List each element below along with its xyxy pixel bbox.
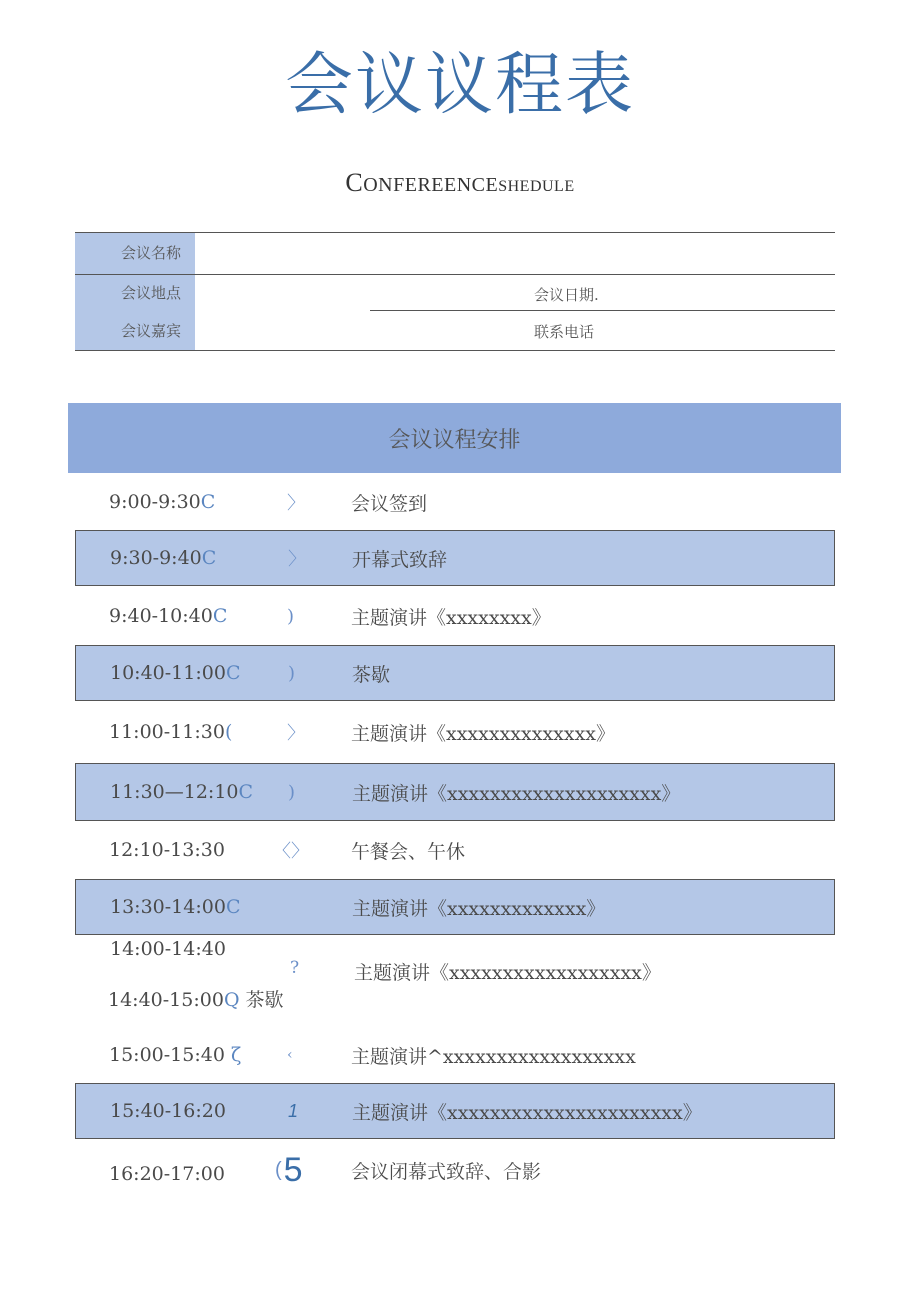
agenda-time: 12:10-13:30 bbox=[109, 839, 225, 861]
contact-phone-label: 联系电话 bbox=[534, 323, 595, 341]
agenda-activity: 茶歇 bbox=[352, 663, 391, 686]
agenda-marker: 〉 bbox=[288, 549, 306, 570]
agenda-row bbox=[75, 645, 835, 701]
meeting-guest-label: 会议嘉宾 bbox=[120, 322, 181, 340]
agenda-marker: ) bbox=[288, 781, 296, 803]
agenda-row bbox=[75, 1083, 835, 1139]
agenda-row bbox=[75, 704, 835, 760]
agenda-activity: 主题演讲《xxxxxxxxxxxxxx》 bbox=[351, 722, 616, 745]
agenda-row bbox=[75, 763, 835, 821]
agenda-time: 15:40-16:20 bbox=[110, 1100, 226, 1122]
agenda-row bbox=[75, 588, 835, 644]
agenda-time: 14:00-14:40 bbox=[110, 938, 226, 960]
agenda-row bbox=[75, 474, 835, 530]
meeting-name-label: 会议名称 bbox=[75, 233, 195, 274]
agenda-marker: 〉 bbox=[287, 493, 305, 514]
agenda-marker: ) bbox=[287, 605, 295, 627]
agenda-activity: 主题演讲《xxxxxxxxxxxxxxxxxxxx》 bbox=[352, 782, 681, 805]
divider bbox=[370, 310, 835, 311]
agenda-section-header: 会议议程安排 bbox=[68, 403, 841, 473]
agenda-activity: 会议闭幕式致辞、合影 bbox=[351, 1160, 542, 1183]
agenda-row bbox=[75, 822, 835, 878]
agenda-activity: 午餐会、午休 bbox=[351, 840, 466, 863]
agenda-time: 13:30-14:00 C bbox=[110, 896, 241, 918]
agenda-time: 15:00-15:40 ζ bbox=[109, 1044, 242, 1066]
agenda-marker: ( 5 bbox=[275, 1150, 303, 1189]
agenda-activity: 会议签到 bbox=[351, 492, 428, 515]
agenda-activity: 主题演讲《xxxxxxxxxxxxxxxxxx》 bbox=[354, 962, 661, 984]
agenda-time: 16:20-17:00 bbox=[109, 1163, 225, 1185]
page-subtitle: CONFEREENCESHEDULE bbox=[345, 168, 575, 197]
agenda-row bbox=[75, 530, 835, 586]
agenda-marker: ‹ bbox=[287, 1047, 293, 1063]
agenda-activity: 主题演讲《xxxxxxxx》 bbox=[351, 606, 551, 629]
agenda-marker: 〉 bbox=[287, 723, 305, 744]
divider bbox=[75, 350, 835, 351]
agenda-row bbox=[75, 1142, 835, 1198]
agenda-activity: 主题演讲《xxxxxxxxxxxxx》 bbox=[352, 897, 606, 920]
page-title: 会议议程表 bbox=[284, 46, 635, 125]
agenda-activity: 开幕式致辞 bbox=[352, 548, 448, 571]
agenda-time: 14:40-15:00Q 茶歇 bbox=[108, 989, 284, 1011]
agenda-row bbox=[75, 1027, 835, 1083]
meeting-date-label: 会议日期. bbox=[534, 286, 599, 304]
agenda-time: 9:30-9:40 C bbox=[110, 547, 217, 569]
agenda-time: 9:40-10:40 C bbox=[109, 605, 228, 627]
agenda-marker: ) bbox=[288, 662, 296, 684]
agenda-marker: 1 bbox=[288, 1100, 299, 1121]
agenda-row bbox=[75, 879, 835, 935]
agenda-activity: 主题演讲《xxxxxxxxxxxxxxxxxxxxxx》 bbox=[352, 1101, 702, 1124]
meeting-place-label: 会议地点 bbox=[120, 284, 181, 302]
agenda-marker: 〈〉 bbox=[273, 841, 309, 862]
agenda-time: 10:40-11:00 C bbox=[110, 662, 241, 684]
agenda-activity: 主题演讲^xxxxxxxxxxxxxxxxxx bbox=[351, 1045, 636, 1068]
agenda-time: 9:00-9:30 C bbox=[109, 491, 216, 513]
agenda-time: 11:30—12:10 C bbox=[110, 781, 254, 803]
agenda-time: 11:00-11:30 ( bbox=[109, 721, 233, 743]
agenda-marker: ? bbox=[290, 958, 300, 978]
